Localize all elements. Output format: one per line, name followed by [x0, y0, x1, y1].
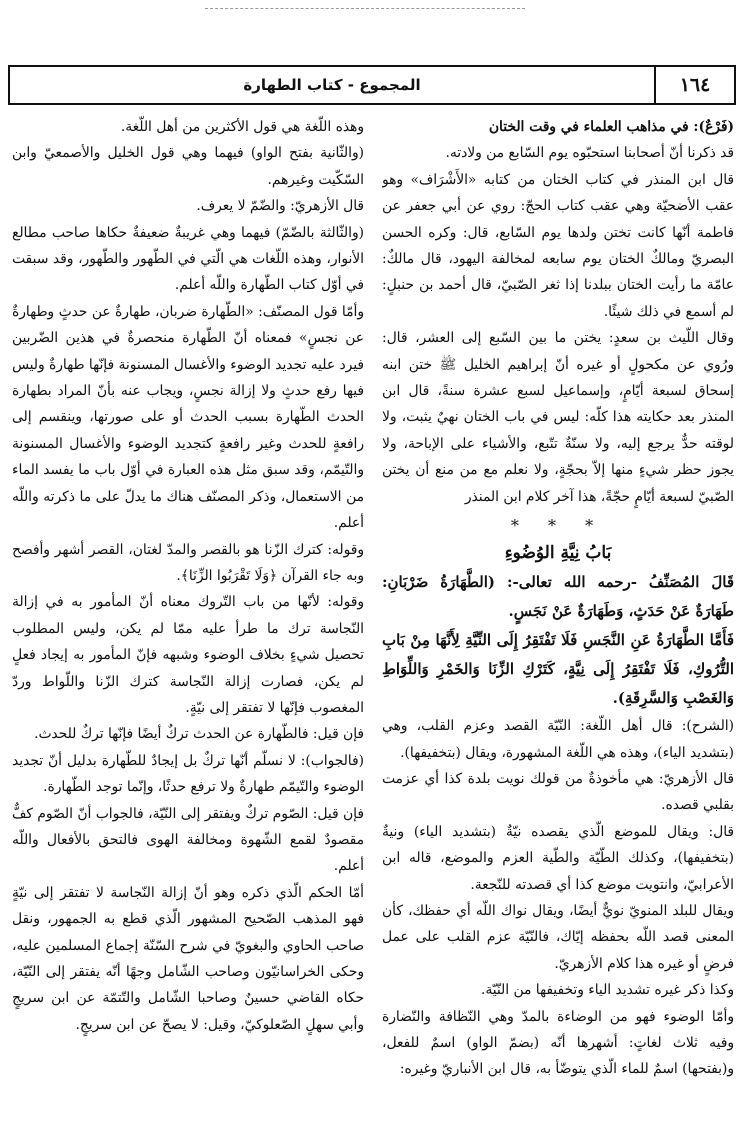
top-dashed-rule: [205, 8, 525, 9]
chapter-title: بَابُ نِيَّةِ الوُضُوءِ: [504, 543, 612, 564]
section-ornament: * * *: [510, 516, 606, 536]
paragraph: (فالجواب): لا نسلّم أنّها تركٌ بل إيجادٌ للطّهارة بدليل أنّ تجديد الوضوء والتّيمّم طهارةٌ ولا ترفع حدثًا، وإنّما توجد الطّهارة.: [12, 752, 364, 796]
paragraph: وقوله: كترك الزّنا هو بالقصر والمدّ لغتان، القصر أشهر وأفصح وبه جاء القرآن ﴿وَلَا تَقْرَبُوا الزِّنَا﴾.: [12, 541, 364, 584]
commentary-paragraph: قال الأزهريّ: هي مأخوذةٌ من قولك نويت بلدة كذا أي عزمت بقلبي قصده.: [382, 770, 734, 814]
running-header: [8, 65, 736, 105]
right-column: [382, 114, 734, 1124]
commentary-paragraph: ويقال للبلد المنويّ نويٌّ أيضًا، ويقال نواك اللّه أي حفظك، كأن المعنى قصد اللّه بحفظه إيّاك، فالنّيّة عزم القلب على عمل فرضٍ أو غيره هذا كلام الأزهريّ.: [382, 902, 734, 972]
commentary-paragraph: وكذا ذكر غيره تشديد الياء وتخفيفها من النّيّة.: [480, 982, 734, 999]
paragraph: وهذه اللّغة هي قول الأكثرين من أهل اللّغة.: [120, 119, 364, 135]
commentary-paragraph: (الشرح): قال أهل اللّغة: النّيّة القصد وعزم القلب، وهي (بتشديد الياء)، وهذه هي اللّغة المشهورة، ويقال (بتخفيفها).: [382, 718, 734, 761]
paragraph: قال الأزهريّ: والضّمّ لا يعرف.: [196, 198, 364, 215]
matn-paragraph: قَالَ المُصَنِّفُ -رحمه الله تعالى-: (الطَّهَارَةُ ضَرْبَانِ: طَهَارَةٌ عَنْ حَدَثٍ، وَطَهَارَةٌ عَنْ نَجَسٍ.: [382, 573, 734, 621]
matn-paragraph: فَأَمَّا الطَّهَارَةُ عَنِ النَّجَسِ فَلَا تَفْتَقِرُ إِلَى النِّيَّةِ لِأَنَّهَا مِنْ بَابِ التُّرُوكِ، فَلَا تَفْتَقِرُ إِلَى نِيَّةٍ، كَتَرْكِ الزِّنَا وَالخَمْرِ وَاللِّوَاطِ وَالغَصْبِ وَالسَّرِقَةِ).: [382, 631, 734, 708]
paragraph: (والثّانية بفتح الواو) فيهما وهي قول الخليل والأصمعيّ وابن السّكّيت وغيرهم.: [12, 145, 364, 188]
running-title: المجموع - كتاب الطهارة: [243, 76, 421, 94]
paragraph: قال ابن المنذر في كتاب الختان من كتابه «الأَشْرَاف» وهو عقب الأضحيّة وهي عقب كتاب الحجّ: روي عن أبي جعفر عن فاطمة أنّها كانت تختن ولدها يوم السّابع، قال: وكره الحسن البصريّ ومالكٌ الختان يوم سابعه لمخالفة اليهود، قال مالكٌ: عامّة ما رأيت الختان ببلدنا إذا ثغر الصّبيّ، قال أحمد بن حنبلٍ: لم أسمع في ذلك شيئًا.: [382, 171, 734, 320]
paragraph: فإن قيل: الصّوم تركٌ ويفتقر إلى النّيّة، فالجواب أنّ الصّوم كفٌّ مقصودٌ لقمع الشّهوة ومخالفة الهوى فالتحق بالأفعال واللّه أعلم.: [12, 805, 364, 875]
paragraph: (والثّالثة بالضّمّ) فيهما وهي غريبةٌ ضعيفةٌ حكاها صاحب مطالع الأنوار، وهذه اللّغات هي الّتي في الطّهور والطّهور، وقد سبقت في أوّل كتاب الطّهارة واللّه أعلم.: [12, 224, 364, 294]
paragraph: أمّا الحكم الّذي ذكره وهو أنّ إزالة النّجاسة لا تفتقر إلى نيّةٍ فهو المذهب الصّحيح المشهور الّذي قطع به الجمهور، ونقل صاحب الحاوي والبغويّ في شرح السّنّة إجماع المسلمين عليه، وحكى الخراسانيّون وصاحب الشّامل وجهًا أنّه يفتقر إلى النّيّة، حكاه القاضي حسينٌ وصاحبا الشّامل والتّتمّة عن ابن سريجٍ وأبي سهلٍ الصّعلوكيّ، وقيل: لا يصحّ عن ابن سريجٍ.: [12, 884, 364, 1033]
page-body: [12, 114, 734, 1124]
commentary-paragraph: قال: ويقال للموضع الّذي يقصده نيّةٌ (بتشديد الياء) ونيةٌ (بتخفيفها)، وكذلك الطّيّة والطّية العزم والموضع، قاله ابن الأعرابيّ، وانتويت موضع كذا أي قصدته للنّجعة.: [382, 823, 734, 893]
paragraph: وقال اللّيث بن سعدٍ: يختن ما بين السّبع إلى العشر، قال: ورُوي عن مكحولٍ أو غيره أنّ إبراهيم الخليل ﷺ ختن ابنه إسحاق لسبعة أيّامٍ، وإسماعيل لسبع عشرة سنةً، قال ابن المنذر بعد حكايته هذا كلّه: ليس في باب الختان نهيٌ يثبت، ولا لوقته حدٌّ يرجع إليه، ولا سنّةٌ تتّبع، والأشياء على الإباحة، ولا يجوز حظر شيءٍ منها إلاّ بحجّةٍ، ولا نعلم مع من منع أن يختن الصّبيّ لسبعة أيّامٍ حجّةً، هذا آخر كلام ابن المنذر: [382, 330, 734, 505]
paragraph: قد ذكرنا أنّ أصحابنا استحبّوه يوم السّابع من ولادته.: [445, 145, 734, 162]
commentary-paragraph: وأمّا الوضوء فهو من الوضاءة بالمدّ وهي النّظافة والنّضارة وفيه ثلاث لغاتٍ: أشهرها أنّه (بضمّ الواو) اسمٌ للفعل، و(بفتحها) اسمٌ للماء الّذي يتوضّأ به، قال ابن الأنباريّ وغيره:: [382, 1008, 734, 1078]
paragraph: وقوله: لأنّها من باب التّروك معناه أنّ المأمور به في إزالة النّجاسة ترك ما طرأ عليه ممّا لم يكن، وليس المطلوب تحصيل شيءٍ بخلاف الوضوء وشبهه فإنّ المأمور به إيجاد فعلٍ لم يكن، فصارت إزالة النّجاسة كترك الزّنا واللّواط وردّ المغصوب فإنّها لا تفتقر إلى نيّةٍ.: [12, 594, 364, 716]
page-number: ١٦٤: [654, 67, 734, 103]
paragraph: فإن قيل: فالطّهارة عن الحدث تركٌ أيضًا فإنّها تركٌ للحدث.: [34, 726, 364, 743]
paragraph: وأمّا قول المصنّف: «الطّهارة ضربان، طهارةٌ عن حدثٍ وطهارةٌ عن نجسٍ» فمعناه أنّ الطّهارة منحصرةٌ في هذين الضّربين فيرد عليه تجديد الوضوء والأغسال المسنونة فإنّها طهارةٌ وليس فيها رفع حدثٍ ولا إزالة نجسٍ، ويجاب عنه بأنّ المراد بطهارة الحدث الطّهارة بسبب الحدث أو على صورتها، وينقسم إلى رافعةٍ للحدث وغير رافعةٍ كتجديد الوضوء والأغسال المسنونة والتّيمّم، وقد سبق مثل هذه العبارة في أوّل باب ما يفسد الماء من الاستعمال، وذكر المصنّف هناك ما يدلّ على ما ذكرته واللّه أعلم.: [12, 303, 364, 532]
far-heading: (فَرْعٌ): في مذاهب العلماء في وقت الختان: [488, 119, 734, 135]
left-column: [12, 114, 364, 1124]
